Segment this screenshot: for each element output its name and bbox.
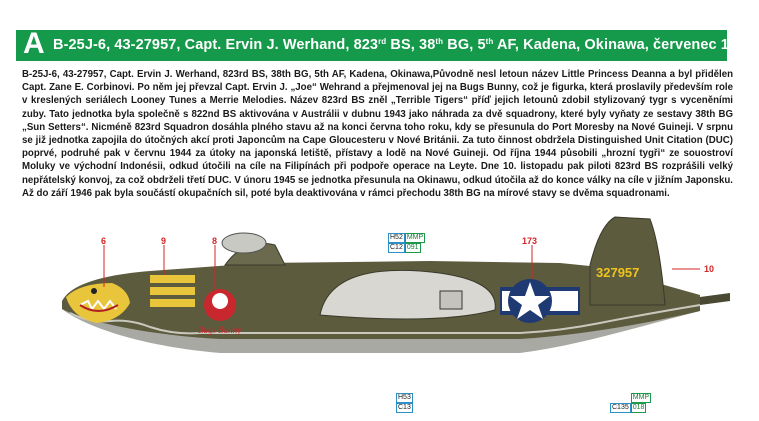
svg-text:Bugs Bunny: Bugs Bunny [198, 325, 242, 335]
callout-6: 6 [101, 236, 107, 246]
tail-gun [700, 293, 730, 305]
top-turret [222, 233, 266, 253]
paint-code-bottom-right: MMP C135 018 [612, 394, 650, 411]
aircraft-profile [0, 205, 759, 421]
callout-173: 173 [522, 236, 538, 246]
mission-tally [150, 275, 195, 307]
side-window [440, 291, 462, 309]
paint-code-bottom-left: H53 C13 [398, 394, 411, 411]
paint-code-top: H52 MMP C12 091 [390, 234, 424, 251]
callout-10: 10 [704, 264, 715, 274]
callout-9: 9 [161, 236, 167, 246]
tail-fin [590, 217, 665, 305]
header-banner [16, 27, 754, 61]
profile-title: B-25J-6, 43-27957, Capt. Ervin J. Werhand, 823rd BS, 38th BG, 5th AF, Kadena, Okinawa, červenec 1945 [53, 37, 754, 53]
callout-8: 8 [212, 236, 218, 246]
profile-description: B-25J-6, 43-27957, Capt. Ervin J. Werhand, 823rd BS, 38th BG, 5th AF, Kadena, Okinawa,Původně nesl letoun název Little Princess Deanna a byl přidělen Capt. Zane E. Corbinovi. Po něm jej převzal Capt. Ervin J. „Joe“ Wehrand a přejmenoval jej na Bugs Bunny, což je figurka, která proslavily především role v kreslených seriálech Looney Tunes a Merrie Melodies. Název 823rd BS zněl „Terrible Tigers“ příď jejich letounů zdobil stylizovaný tygr s vyceněními zuby. Tato jednotka byla společně s 822nd BS aktivována v Austrálii v dubnu 1943 jako náhrada za dvě squadrony, které byly vyňaty ze sestavy 38th BG „Sun Setters“. Nicméně 823rd Squadron dosáhla plného stavu až na konci června toho roku, kdy se přesunula do Port Moresby na Nové Guineji. V srpnu se již jednotka zapojila do útočných akcí proti Japoncům na Cape Gloucesteru v Nové Británii. Za tuto činnost obdržela Distinguished Unit Citation (DUC) poprvé, podruhé pak v červnu 1944 za útoky na japonská letiště, přístavy a lodě na Nové Guineji. Od října 1944 působili „hrozní tygři“ ze souostroví Moluky ve východní Indonésii, odkud útočili na cíle na Filipínách při podpoře operace na Leyte. Dne 10. listopadu pak piloti 823rd BS rozprášili velký nepřátelský konvoj, za což obdrželi třetí DUC. V únoru 1945 se jednotka přesunula na Okinawu, odkud útočila až do konce války na cíle v jižním Japonsku. Až do září 1946 pak byla součástí okupačních sil, poté byla deaktivována v rámci přechodu 38th BG na mírové stavy se dvěma squadronami. [22, 69, 733, 199]
profile-letter: A [23, 27, 45, 60]
tail-number: 327957 [596, 265, 640, 280]
